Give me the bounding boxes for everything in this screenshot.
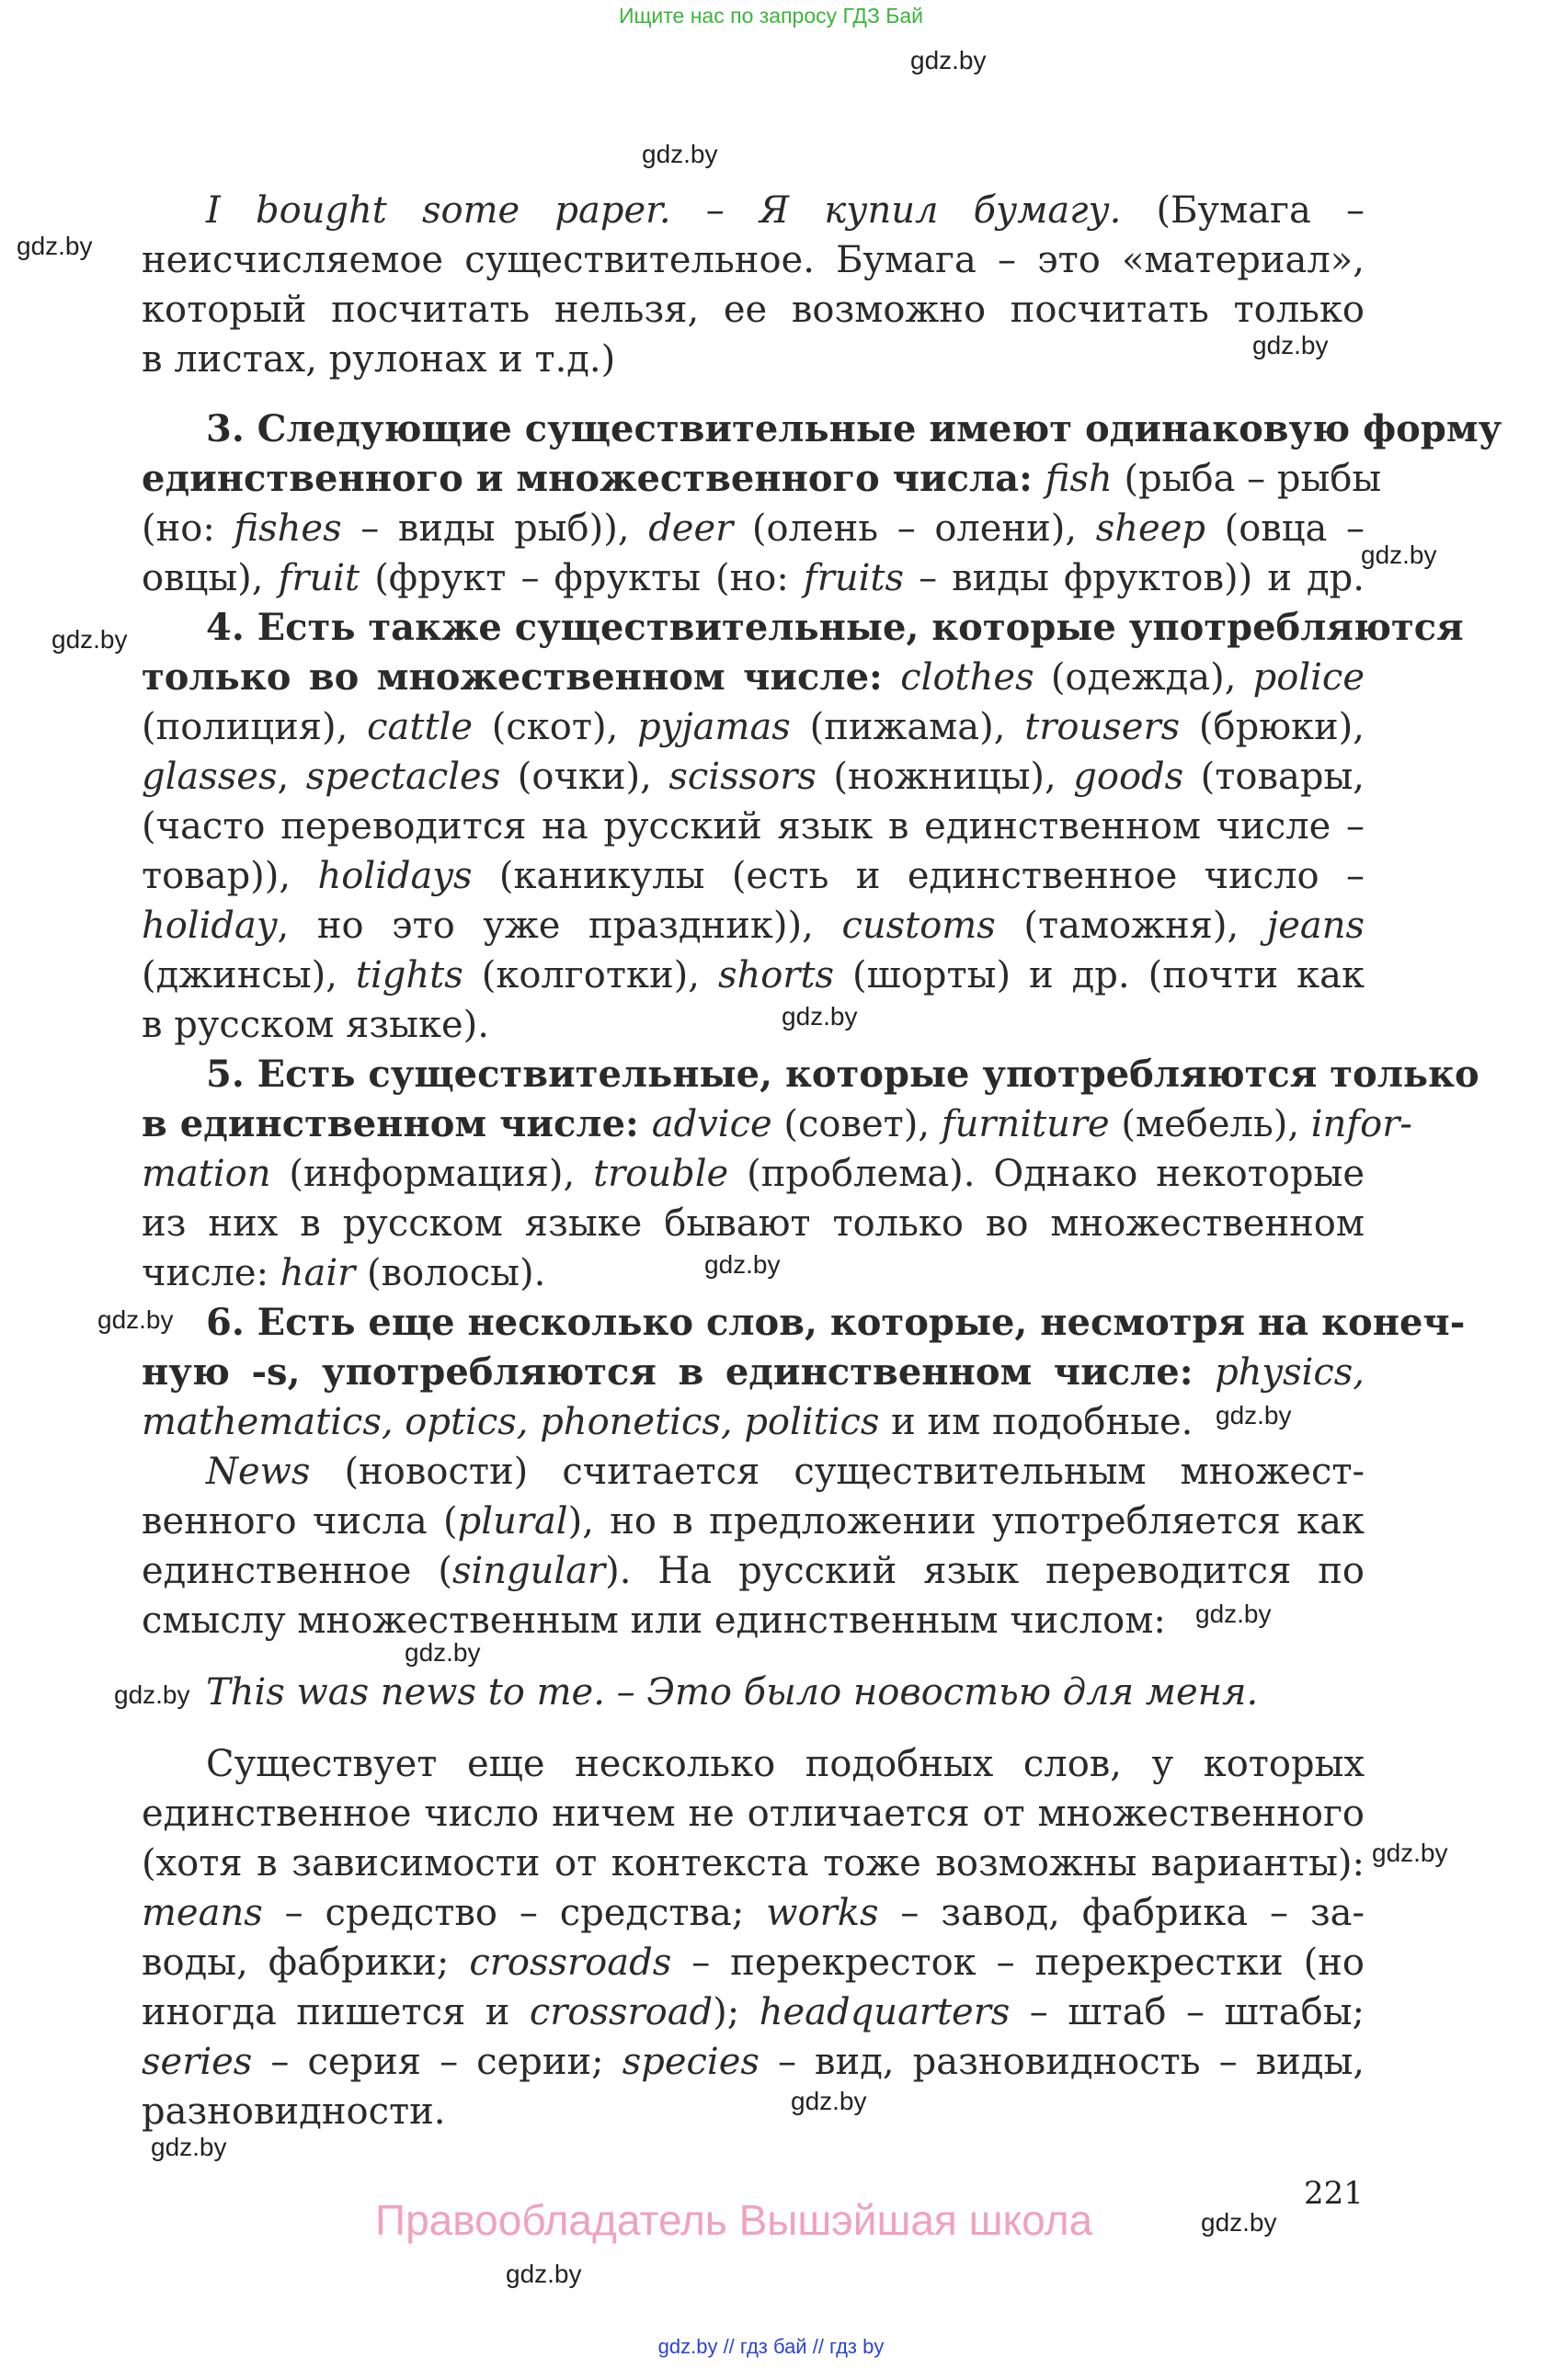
text-line: из них в русском языке бывают только во множественном [142, 1202, 1365, 1245]
text-line: разновидности. [142, 2090, 446, 2133]
text-line: овцы), fruit (фрукт – фрукты (но: fruits – виды фруктов)) и др. [142, 557, 1365, 599]
example-english: I bought some paper. [206, 189, 671, 232]
text-line: (часто переводится на русский язык в единственном числе – [142, 805, 1365, 848]
watermark: gdz.by [114, 1680, 190, 1709]
watermark: gdz.by [791, 2087, 867, 2115]
text-line: mathematics, optics, phonetics, politics и им подобные. [142, 1401, 1194, 1443]
text-line: (но: fishes – виды рыб)), deer (олень – олени), sheep (овца – [142, 507, 1365, 550]
watermark: gdz.by [642, 140, 718, 168]
text-line: Существует еще несколько подобных слов, у которых [206, 1743, 1365, 1785]
text-line: means – средство – средства; works – завод, фабрика – за- [142, 1892, 1365, 1934]
text-line: 3. Следующие существительные имеют одинаковую форму [206, 407, 1502, 450]
example-sentence: This was news to me. – Это было новостью для меня. [206, 1671, 1259, 1714]
watermark: gdz.by [910, 46, 987, 74]
footer-links[interactable]: gdz.by // гдз бай // гдз by [657, 2335, 885, 2358]
text-line: 6. Есть еще несколько слов, которые, несмотря на конеч- [206, 1301, 1466, 1344]
text-line: в листах, рулонах и т.д.) [142, 338, 616, 381]
watermark: gdz.by [405, 1638, 481, 1667]
watermark: gdz.by [97, 1305, 174, 1334]
copyright-notice: Правообладатель Вышэйшая школа [375, 2196, 1093, 2244]
text-line: который посчитать нельзя, ее возможно посчитать только [142, 289, 1365, 331]
text-line: неисчисляемое существительное. Бумага – это «материал», [142, 239, 1365, 281]
text-line: I bought some paper. – Я купил бумагу. (Бумага – [206, 189, 1365, 232]
text-line: в единственном числе: advice (совет), furniture (мебель), infor- [142, 1102, 1412, 1145]
watermark: gdz.by [1361, 541, 1437, 569]
watermark: gdz.by [1195, 1600, 1272, 1628]
text-line: единственного и множественного числа: fish (рыба – рыбы [142, 457, 1382, 500]
text-line: (хотя в зависимости от контекста тоже возможны варианты): [142, 1842, 1365, 1885]
text-line: венного числа (plural), но в предложении употребляется как [142, 1500, 1365, 1543]
top-banner: Ищите нас по запросу ГДЗ Бай [618, 4, 924, 28]
text-line: единственное число ничем не отличается от множественного [142, 1793, 1365, 1835]
text-line: только во множественном числе: clothes (одежда), police [142, 655, 1365, 699]
watermark: gdz.by [506, 2260, 582, 2288]
text-line: ную -s, употребляются в единственном числе: physics, [142, 1350, 1365, 1394]
text-line: 5. Есть существительные, которые употребляются только [206, 1053, 1479, 1096]
text-line: смыслу множественным или единственным числом: [142, 1600, 1166, 1642]
watermark: gdz.by [151, 2133, 227, 2161]
watermark: gdz.by [704, 1250, 781, 1279]
text-line: иногда пишется и crossroad); headquarters – штаб – штабы; [142, 1991, 1365, 2033]
watermark: gdz.by [1252, 331, 1329, 359]
watermark: gdz.by [51, 625, 128, 654]
text-line: series – серия – серии; species – вид, разновидность – виды, [142, 2041, 1365, 2083]
text-line: 4. Есть также существительные, которые употребляются [206, 606, 1464, 649]
text-line: (полиция), cattle (скот), pyjamas (пижама), trousers (брюки), [142, 706, 1365, 748]
text-line: товар)), holidays (каникулы (есть и единственное число – [142, 855, 1365, 897]
text-line: воды, фабрики; crossroads – перекресток – перекрестки (но [142, 1942, 1365, 1984]
text-line: mation (информация), trouble (проблема). Однако некоторые [142, 1153, 1365, 1195]
watermark: gdz.by [17, 232, 93, 260]
text-line: в русском языке). [142, 1004, 489, 1046]
text-line: News (новости) считается существительным множест- [206, 1451, 1365, 1493]
text-line: (джинсы), tights (колготки), shorts (шорты) и др. (почти как [142, 954, 1365, 996]
page-number: 221 [1304, 2175, 1364, 2212]
example-russian: Я купил бумагу. [759, 189, 1122, 232]
text-line: числе: hair (волосы). [142, 1252, 546, 1294]
watermark: gdz.by [1216, 1401, 1292, 1429]
text-line: единственное (singular). На русский язык переводится по [142, 1550, 1365, 1592]
text-line: holiday, но это уже праздник)), customs (таможня), jeans [142, 905, 1365, 947]
text-line: glasses, spectacles (очки), scissors (ножницы), goods (товары, [142, 756, 1365, 798]
watermark: gdz.by [1201, 2208, 1277, 2237]
watermark: gdz.by [782, 1002, 858, 1031]
watermark: gdz.by [1372, 1839, 1448, 1867]
